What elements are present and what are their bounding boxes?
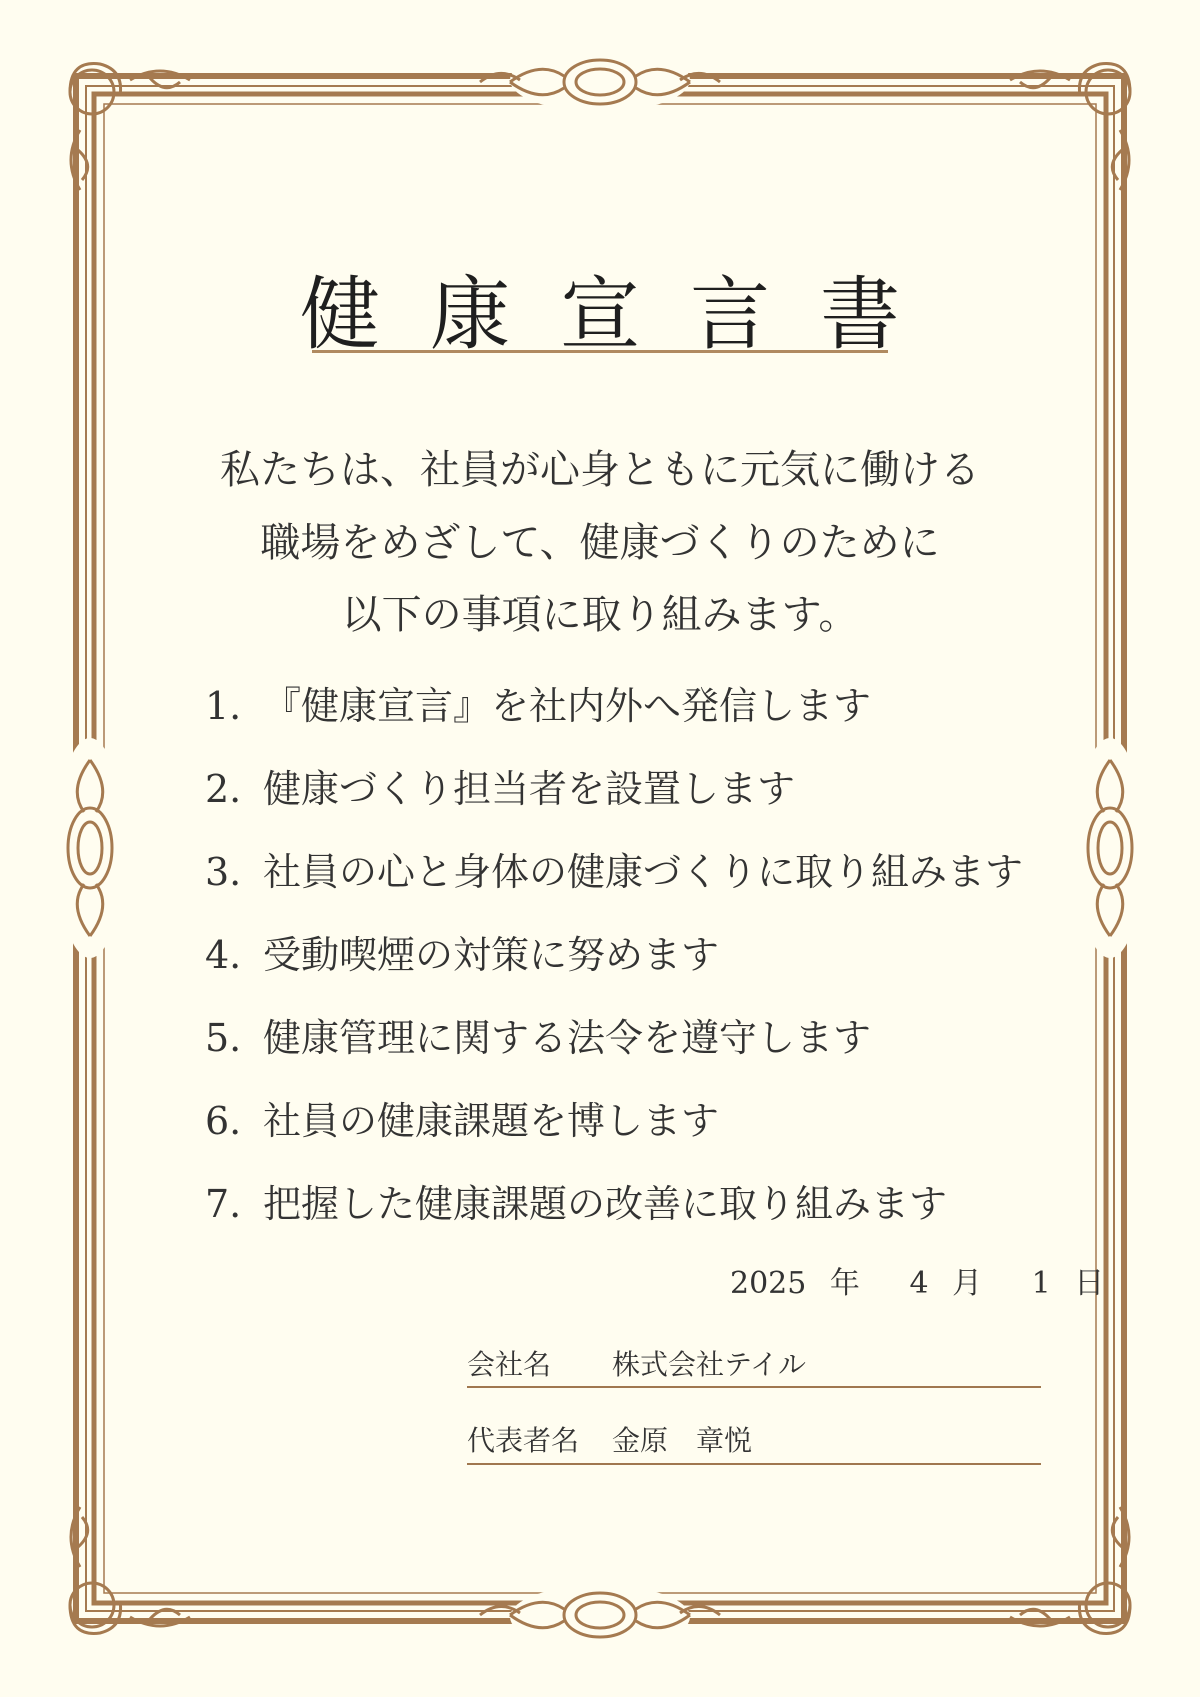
date-month-unit: 月	[952, 1266, 983, 1301]
item-text: 受動喫煙の対策に努めます	[263, 933, 720, 977]
company-underline	[467, 1386, 1041, 1388]
representative-name: 金原 章悦	[612, 1424, 753, 1457]
item-number: 3.	[205, 850, 242, 894]
intro-line-2: 職場をめざして、健康づくりのために	[260, 520, 940, 566]
item-number: 7.	[205, 1182, 242, 1226]
item-text: 『健康宣言』を社内外へ発信します	[263, 684, 872, 728]
date-day: 1	[1031, 1266, 1051, 1301]
item-number: 1.	[205, 684, 242, 728]
title-underline	[312, 350, 888, 353]
item-text: 健康づくり担当者を設置します	[263, 767, 796, 811]
intro-line-1: 私たちは、社員が心身ともに元気に働ける	[220, 447, 980, 493]
item-text: 健康管理に関する法令を遵守します	[263, 1016, 872, 1060]
item-number: 2.	[205, 767, 242, 811]
item-text: 把握した健康課題の改善に取り組みます	[263, 1182, 948, 1226]
date-day-unit: 日	[1074, 1266, 1105, 1301]
representative-label: 代表者名	[467, 1424, 580, 1457]
date-month: 4	[909, 1266, 929, 1301]
declaration-item	[205, 758, 795, 813]
date-year-unit: 年	[829, 1266, 860, 1301]
declaration-item	[205, 1007, 871, 1062]
date-year: 2025	[730, 1266, 807, 1301]
declaration-item	[205, 1173, 947, 1228]
item-number: 6.	[205, 1099, 242, 1143]
representative-underline	[467, 1463, 1041, 1465]
document-title: 健康宣言書	[300, 268, 950, 361]
declaration-item	[205, 841, 1023, 896]
item-text: 社員の健康課題を博します	[263, 1099, 720, 1143]
intro-line-3: 以下の事項に取り組みます。	[341, 592, 859, 638]
item-text: 社員の心と身体の健康づくりに取り組みます	[263, 850, 1024, 894]
item-number: 5.	[205, 1016, 242, 1060]
company-name: 株式会社テイル	[612, 1348, 807, 1381]
declaration-item	[205, 675, 871, 730]
company-label: 会社名	[467, 1348, 552, 1381]
item-number: 4.	[205, 933, 242, 977]
declaration-item	[205, 924, 719, 979]
issue-date	[730, 1258, 1104, 1302]
declaration-item	[205, 1090, 719, 1145]
